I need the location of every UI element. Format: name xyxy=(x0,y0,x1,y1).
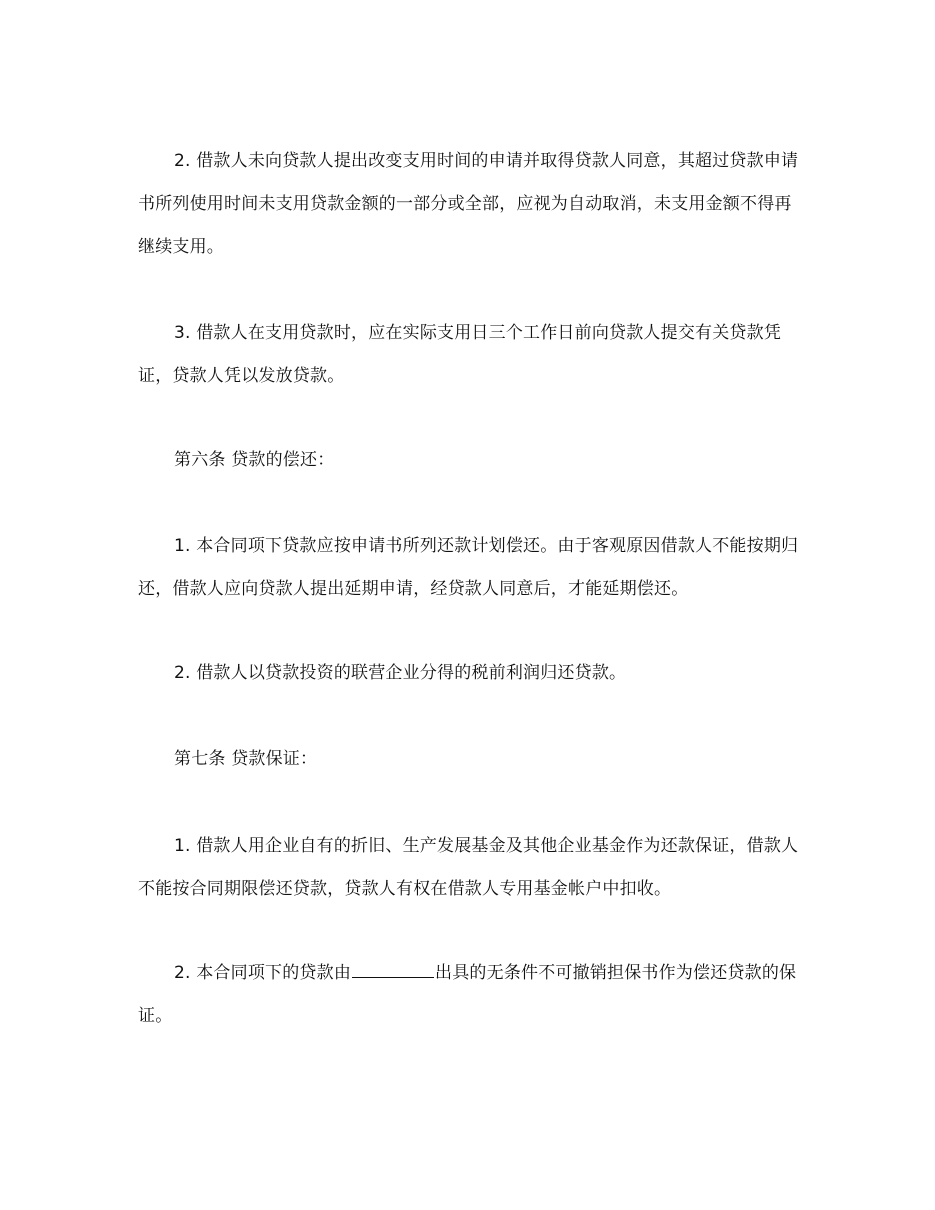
paragraph-text-after-blank: 出具的无条件不可撤销担保书作为偿还贷款的保证。 xyxy=(138,963,797,1026)
heading-article6: 第六条 贷款的偿还： xyxy=(174,450,335,470)
paragraph-article7-item1: 1. 借款人用企业自有的折旧、生产发展基金及其他企业基金作为还款保证，借款人不能按合同期限偿还贷款，贷款人有权在借款人专用基金帐户中扣收。 xyxy=(138,836,799,899)
paragraph-article6-item1: 1. 本合同项下贷款应按申请书所列还款计划偿还。由于客观原因借款人不能按期归还，借款人应向贷款人提出延期申请，经贷款人同意后，才能延期偿还。 xyxy=(138,536,799,599)
paragraph-text-before-blank: 2. 本合同项下的贷款由 xyxy=(174,963,352,983)
paragraph-article5-item2: 2. 借款人未向贷款人提出改变支用时间的申请并取得贷款人同意，其超过贷款申请书所列使用时间未支用贷款金额的一部分或全部，应视为自动取消，未支用金额不得再继续支用。 xyxy=(138,151,799,257)
fill-in-blank-line xyxy=(352,963,434,978)
paragraph-article6-item2: 2. 借款人以贷款投资的联营企业分得的税前利润归还贷款。 xyxy=(174,663,627,683)
paragraph-article5-item3: 3. 借款人在支用贷款时，应在实际支用日三个工作日前向贷款人提交有关贷款凭证，贷款人凭以发放贷款。 xyxy=(138,323,782,386)
heading-article7: 第七条 贷款保证： xyxy=(174,749,318,769)
paragraph-article7-item2 xyxy=(138,952,800,1038)
